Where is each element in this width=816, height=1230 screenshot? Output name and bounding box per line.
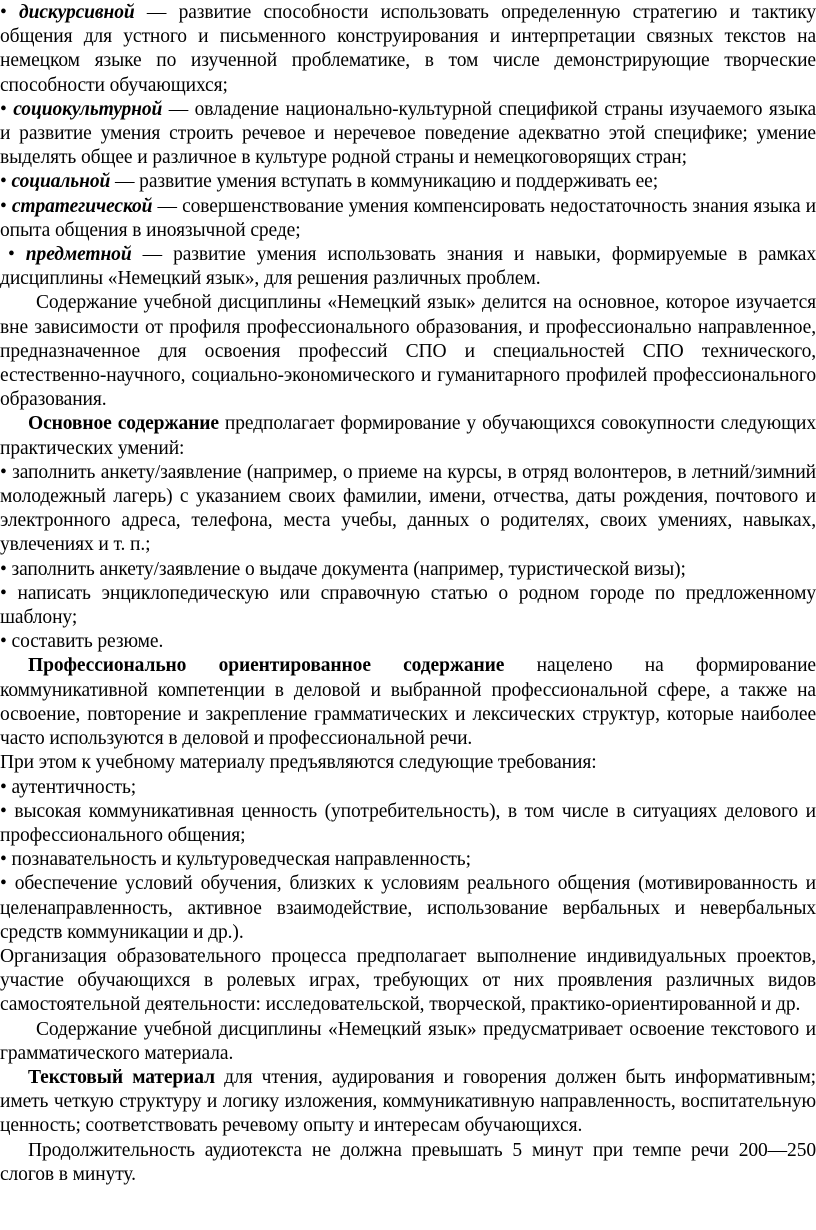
requirement-item-text: аутентичность; [11,776,137,798]
bullet: • [0,461,7,483]
competence-text: — развитие способности использовать определенную стратегию и тактику общения для устного и письменного конструирования и интерпретации связных текстов на немецком языке по изученной проблематике, в том числе демонстрирующие творческие способности обучающихся; [0,2,816,96]
basic-content-term: Основное содержание [28,413,219,435]
audio-paragraph: Продолжительность аудиотекста не должна превышать 5 минут при темпе речи 200—250 слогов в минуту. [0,1139,816,1185]
basic-item [0,582,816,630]
basic-item-text: заполнить анкету/заявление о выдаче документа (например, туристической визы); [11,558,686,580]
competence-sociocultural [0,98,816,171]
basic-item [0,558,816,582]
competence-text: — развитие умения вступать в коммуникацию и поддерживать ее; [110,171,659,193]
competence-social [0,170,816,194]
requirement-item-text: высокая коммуникативная ценность (употребительность), в том числе в ситуациях делового и профессионального общения; [0,800,816,846]
competence-strategic [0,195,816,243]
requirement-item [0,872,816,945]
requirement-item [0,848,816,872]
bullet: • [0,98,7,120]
bullet: • [0,776,7,798]
bullet: • [0,2,7,23]
organization-paragraph: Организация образовательного процесса предполагает выполнение индивидуальных проектов, участие обучающихся в ролевых играх, требующих от них проявления различных видов самостоятельной деятельности: исследовательской, творческой, практико-ориентированной и др. [0,945,816,1016]
competence-discursive [0,1,816,98]
bullet: • [0,873,7,895]
competence-text: — развитие умения использовать знания и навыки, формируемые в рамках дисциплины «Немецкий язык», для решения различных проблем. [0,244,816,290]
basic-item-text: составить резюме. [11,631,164,653]
competence-term: дискурсивной [19,2,135,23]
bullet: • [0,582,7,604]
content-division-paragraph: Содержание учебной дисциплины «Немецкий язык» делится на основное, которое изучается вне зависимости от профиля профессионального образования, и профессионально направленное, предназначенное для освоения профессий СПО и специальностей СПО технического, естественно-научного, социально-экономического и гуманитарного профилей профессионального образования. [0,292,816,411]
basic-item [0,461,816,558]
basic-item [0,630,816,654]
competence-subject [0,243,816,291]
competence-term: социальной [11,171,111,193]
basic-content-paragraph [0,412,816,460]
text-material-term: Текстовый материал [28,1066,215,1088]
bullet: • [0,849,7,871]
competence-term: социокультурной [13,98,163,120]
competence-term: стратегической [11,195,153,217]
text-material-paragraph [0,1066,816,1139]
basic-item-text: написать энциклопедическую или справочную статью о родном городе по предложенному шаблону; [0,582,816,629]
bullet: • [0,171,7,193]
basic-content-text: предполагает формирование у обучающихся совокупности следующих практических умений: [0,413,816,459]
bullet: • [0,195,7,217]
competence-text: — совершенствование умения компенсировать недостаточность знания языка и опыта общения в иноязычной среде; [0,195,816,241]
requirement-item-text: обеспечение условий обучения, близких к условиям реального общения (мотивированность и целенаправленность, активное взаимодействие, использование вербальных и невербальных средств коммуникации и др.). [0,873,816,943]
materials-paragraph: Содержание учебной дисциплины «Немецкий язык» предусматривает освоение текстового и грамматического материала. [0,1018,816,1064]
bullet: • [0,800,7,822]
professional-content-text: нацелено на формирование коммуникативной компетенции в деловой и выбранной профессиональной сфере, а также на освоение, повторение и закрепление грамматических и лексических структур, которые наиболее часто используются в деловой и профессиональной речи. [0,655,816,750]
professional-content-term: Профессионально ориентированное содержание [28,655,505,677]
competence-text: — овладение национально-культурной спецификой страны изучаемого языка и развитие умения строить речевое и неречевое поведение адекватно этой специфике; умение выделять общее и различное в культуре родной страны и немецкоговорящих стран; [0,98,816,169]
requirement-item [0,776,816,800]
bullet: • [0,558,7,580]
requirement-item [0,800,816,848]
bullet: • [8,244,15,266]
professional-content-paragraph [0,654,816,751]
basic-item-text: заполнить анкету/заявление (например, о приеме на курсы, в отряд волонтеров, в летний/зимний молодежный лагерь) с указанием своих фамилии, имени, отчества, даты рождения, почтового и электронного адреса, телефона, места учебы, данных о родителях, своих умениях, навыках, увлечениях и т. п.; [0,461,816,556]
text-material-text: для чтения, аудирования и говорения должен быть информативным; иметь четкую структуру и логику изложения, коммуникативную направленность, воспитательную ценность; соответствовать речевому опыту и интересам обучающихся. [0,1066,816,1137]
bullet: • [0,631,7,653]
requirement-item-text: познавательность и культуроведческая направленность; [11,849,471,871]
competence-term: предметной [25,244,132,266]
requirements-intro: При этом к учебному материалу предъявляются следующие требования: [0,752,597,774]
